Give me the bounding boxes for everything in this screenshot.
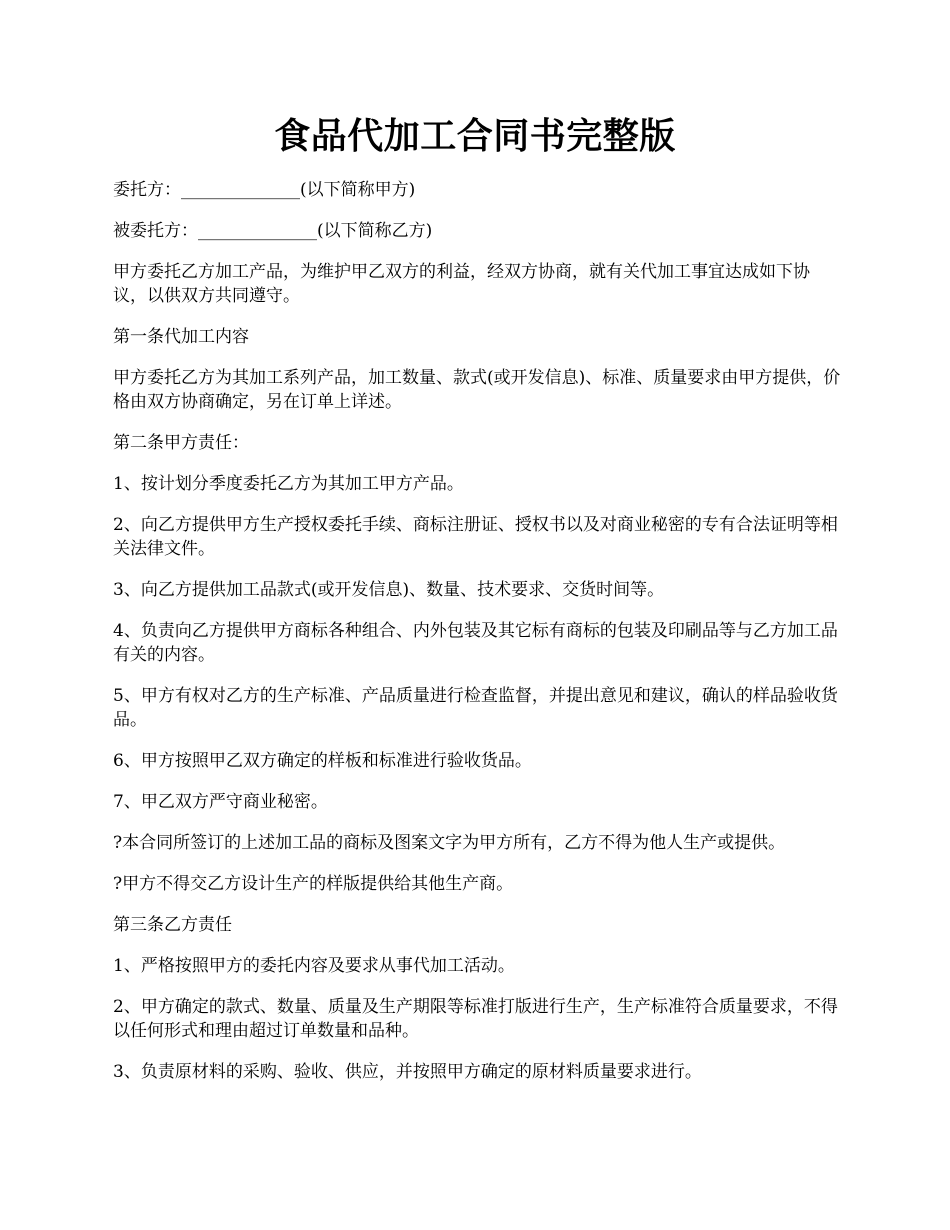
contractor-party-line: 被委托方：______________(以下简称乙方) [113,221,433,241]
article-2-item-4: 4、负责向乙方提供甲方商标各种组合、内外包装及其它标有商标的包装及印刷品等与乙方加工品有关的内容。 [113,621,838,665]
article-1-heading: 第一条代加工内容 [113,327,249,347]
article-2-item-6: 6、甲方按照甲乙双方确定的样板和标准进行验收货品。 [113,751,532,771]
client-party-line: 委托方：______________(以下简称甲方) [113,180,416,200]
document-body [113,178,841,1101]
article-2-heading: 第二条甲方责任： [113,433,249,453]
article-2-note-1: ?本合同所签订的上述加工品的商标及图案文字为甲方所有，乙方不得为他人生产或提供。 [113,833,786,853]
article-2-item-1: 1、按计划分季度委托乙方为其加工甲方产品。 [113,474,464,494]
article-2-item-7: 7、甲乙双方严守商业秘密。 [113,792,328,812]
article-2-item-5: 5、甲方有权对乙方的生产标准、产品质量进行检查监督，并提出意见和建议，确认的样品验收货品。 [113,686,838,730]
article-1-paragraph: 甲方委托乙方为其加工系列产品，加工数量、款式(或开发信息)、标准、质量要求由甲方提供，价格由双方协商确定，另在订单上详述。 [113,368,841,412]
article-3-item-1: 1、严格按照甲方的委托内容及要求从事代加工活动。 [113,956,515,976]
article-2-item-2: 2、向乙方提供甲方生产授权委托手续、商标注册证、授权书以及对商业秘密的专有合法证明等相关法律文件。 [113,515,838,559]
document-title: 食品代加工合同书完整版 [274,115,676,157]
article-2-item-3: 3、向乙方提供加工品款式(或开发信息)、数量、技术要求、交货时间等。 [113,580,665,600]
article-2-note-2: ?甲方不得交乙方设计生产的样版提供给其他生产商。 [113,874,514,894]
article-3-item-2: 2、甲方确定的款式、数量、质量及生产期限等标准打版进行生产，生产标准符合质量要求，不得以任何形式和理由超过订单数量和品种。 [113,997,838,1041]
preamble-paragraph: 甲方委托乙方加工产品，为维护甲乙双方的利益，经双方协商，就有关代加工事宜达成如下协议，以供双方共同遵守。 [113,262,810,306]
article-3-heading: 第三条乙方责任 [113,915,232,935]
article-3-item-3: 3、负责原材料的采购、验收、供应，并按照甲方确定的原材料质量要求进行。 [113,1062,702,1082]
